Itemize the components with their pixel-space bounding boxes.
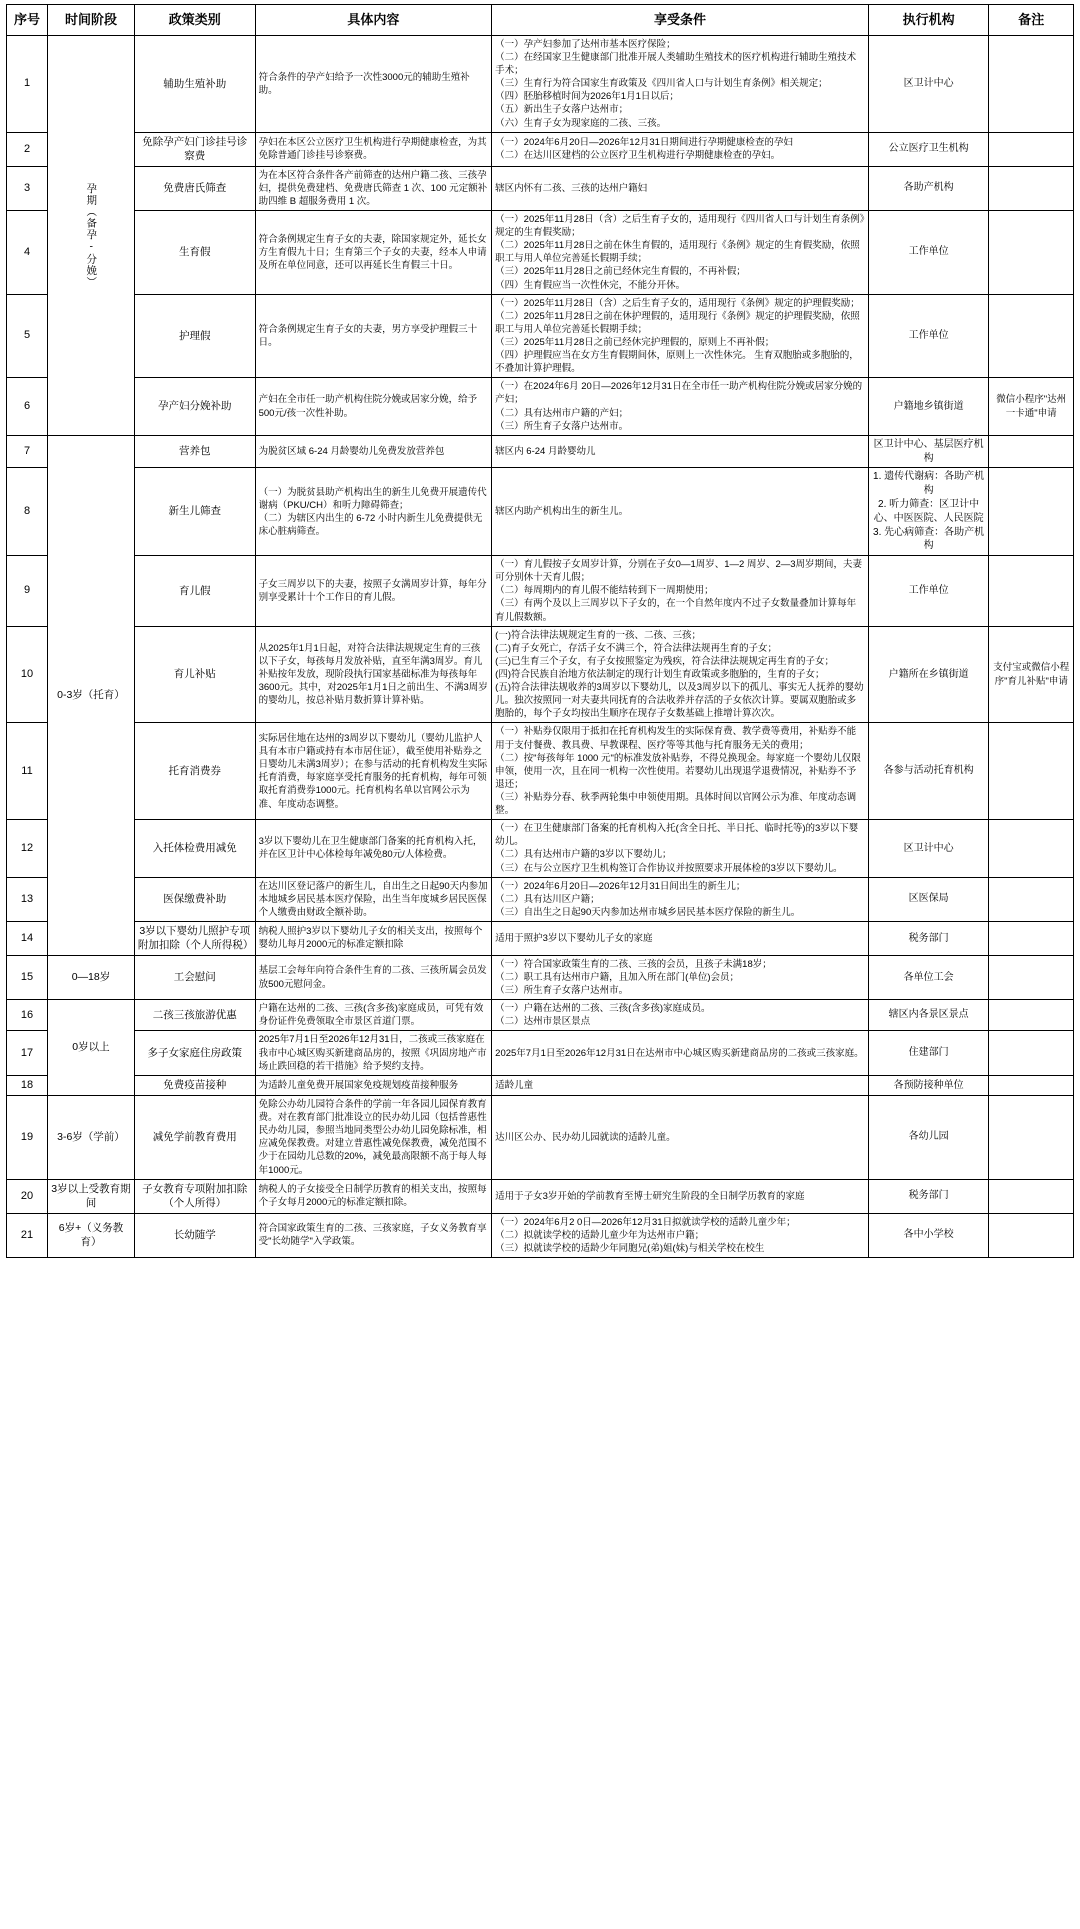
table-row <box>7 35 1074 132</box>
row-remark <box>989 820 1074 877</box>
row-condition: （一）2025年11月28日（含）之后生育子女的，适用现行《条例》规定的护理假奖励； （二）2025年11月28日之前在休护理假的，适用现行《条例》规定的护理假奖励，依照职工与用人单位完善延长假期手续； （三）2025年11月28日之前已经休完护理假的，原则上不再补假； （四）护理假应当在女方生育假期间休，原则上一次性休完。 生育双胞胎或多胞胎的，不叠加计算护理假。 <box>492 294 869 378</box>
row-remark <box>989 35 1074 132</box>
row-condition: 2025年7月1日至2026年12月31日在达州市中心城区购买新建商品房的二孩或三孩家庭。 <box>492 1031 869 1075</box>
row-org: 各预防接种单位 <box>868 1075 989 1095</box>
row-content: 纳税人的子女接受全日制学历教育的相关支出，按照每个子女每月2000元的标准定额扣除。 <box>255 1179 492 1213</box>
table-row <box>7 556 1074 627</box>
table-row <box>7 1095 1074 1179</box>
row-condition: （一）育儿假按子女周岁计算，分别在子女0—1周岁、1—2 周岁、2—3周岁期间，夫妻可分别休十天育儿假； （二）每周期内的育儿假不能结转到下一周期使用； （三）有两个及以上三周岁以下子女的，在一个自然年度内不过子女数量叠加计算每年育儿假数额。 <box>492 556 869 627</box>
row-content: 纳税人照护3岁以下婴幼儿子女的相关支出，按照每个婴幼儿每月2000元的标准定额扣除 <box>255 921 492 955</box>
col-header-org: 执行机构 <box>868 5 989 36</box>
stage-cell-age3-6: 3-6岁（学前） <box>48 1095 135 1179</box>
row-remark <box>989 723 1074 820</box>
table-row <box>7 820 1074 877</box>
row-remark <box>989 955 1074 999</box>
row-content: 孕妇在本区公立医疗卫生机构进行孕期健康检查，为其免除普通门诊挂号诊察费。 <box>255 132 492 166</box>
row-remark <box>989 1000 1074 1031</box>
row-no: 8 <box>7 468 48 556</box>
row-condition: （一）在卫生健康部门备案的托育机构入托(含全日托、半日托、临时托等)的3岁以下婴幼儿。 （二）具有达州市户籍的3岁以下婴幼儿； （三）在与公立医疗卫生机构签订合作协议并按照要求开展体检的3岁以下婴幼儿。 <box>492 820 869 877</box>
table-row <box>7 166 1074 210</box>
table-header-row <box>7 5 1074 36</box>
row-category: 长幼随学 <box>134 1213 255 1257</box>
row-org: 各参与活动托育机构 <box>868 723 989 820</box>
row-no: 4 <box>7 211 48 295</box>
row-content: 2025年7月1日至2026年12月31日，二孩或三孩家庭在我市中心城区购买新建商品房的，按照《巩固房地产市场止跌回稳的若干措施》给予契约支持。 <box>255 1031 492 1075</box>
table-row <box>7 1000 1074 1031</box>
row-condition: 辖区内 6-24 月龄婴幼儿 <box>492 435 869 468</box>
row-org: 区卫计中心 <box>868 820 989 877</box>
row-remark <box>989 1075 1074 1095</box>
table-row <box>7 1213 1074 1257</box>
row-org: 各单位工会 <box>868 955 989 999</box>
row-no: 18 <box>7 1075 48 1095</box>
row-content: 为适龄儿童免费开展国家免疫规划疫苗接种服务 <box>255 1075 492 1095</box>
table-row <box>7 877 1074 921</box>
row-condition: （一）符合国家政策生育的二孩、三孩的会员，且孩子未满18岁； （二）职工具有达州市户籍，且加入所在部门(单位)会员； （三）所生育子女落户达州市。 <box>492 955 869 999</box>
table-row <box>7 1075 1074 1095</box>
col-header-condition: 享受条件 <box>492 5 869 36</box>
row-category: 免费疫苗接种 <box>134 1075 255 1095</box>
col-header-no: 序号 <box>7 5 48 36</box>
row-org: 区卫计中心、基层医疗机构 <box>868 435 989 468</box>
row-category: 孕产妇分娩补助 <box>134 378 255 435</box>
row-remark <box>989 1213 1074 1257</box>
stage-label: 孕期（备孕-分娩） <box>85 182 98 288</box>
row-content: 为脱贫区域 6-24 月龄婴幼儿免费发放营养包 <box>255 435 492 468</box>
table-row <box>7 955 1074 999</box>
row-remark <box>989 166 1074 210</box>
stage-cell-age0-plus: 0岁以上 <box>48 1000 135 1096</box>
row-no: 12 <box>7 820 48 877</box>
row-category: 减免学前教育费用 <box>134 1095 255 1179</box>
row-org: 区医保局 <box>868 877 989 921</box>
row-no: 9 <box>7 556 48 627</box>
row-category: 3岁以下婴幼儿照护专项附加扣除（个人所得税） <box>134 921 255 955</box>
row-org: 区卫计中心 <box>868 35 989 132</box>
row-no: 20 <box>7 1179 48 1213</box>
row-org: 税务部门 <box>868 1179 989 1213</box>
row-remark: 微信小程序"达州一卡通"申请 <box>989 378 1074 435</box>
row-org: 辖区内各景区景点 <box>868 1000 989 1031</box>
row-condition: （一）2024年6月2 0日—2026年12月31日拟就读学校的适龄儿童少年； （二）拟就读学校的适龄儿童少年为达州市户籍； （三）拟就读学校的适龄少年同胞兄(弟)姐(妹)与相关学校在校生 <box>492 1213 869 1257</box>
row-category: 免费唐氏筛查 <box>134 166 255 210</box>
table-row <box>7 626 1074 723</box>
table-row <box>7 435 1074 468</box>
table-row <box>7 468 1074 556</box>
row-no: 3 <box>7 166 48 210</box>
row-org: 户籍所在乡镇街道 <box>868 626 989 723</box>
table-row <box>7 1179 1074 1213</box>
row-category: 生育假 <box>134 211 255 295</box>
row-content: 3岁以下婴幼儿在卫生健康部门备案的托育机构入托，并在区卫计中心体检每年减免80元/人体检费。 <box>255 820 492 877</box>
row-remark <box>989 1031 1074 1075</box>
row-org: 1. 遗传代谢病：各助产机构 2. 听力筛查：区卫计中心、中医医院、人民医院 3. 先心病筛查：各助产机构 <box>868 468 989 556</box>
row-category: 辅助生殖补助 <box>134 35 255 132</box>
row-content: 户籍在达州的二孩、三孩(含多孩)家庭成员，可凭有效身份证件免费领取全市景区首道门票。 <box>255 1000 492 1031</box>
row-condition: 适龄儿童 <box>492 1075 869 1095</box>
row-category: 多子女家庭住房政策 <box>134 1031 255 1075</box>
row-content: 符合条例规定生育子女的夫妻，除国家规定外，延长女方生育假九十日；生育第三个子女的夫妻，经本人申请及所在单位同意，还可以再延长生育假三十日。 <box>255 211 492 295</box>
row-category: 工会慰问 <box>134 955 255 999</box>
table-body <box>7 35 1074 1257</box>
row-condition: 适用于子女3岁开始的学前教育至博士研究生阶段的全日制学历教育的家庭 <box>492 1179 869 1213</box>
policy-table <box>6 4 1074 1258</box>
row-no: 16 <box>7 1000 48 1031</box>
row-category: 育儿假 <box>134 556 255 627</box>
row-category: 入托体检费用减免 <box>134 820 255 877</box>
row-content: （一）为脱贫县助产机构出生的新生儿免费开展遗传代谢病（PKU/CH）和听力障碍筛查； （二）为辖区内出生的 6-72 小时内新生儿免费提供无床心脏病筛查。 <box>255 468 492 556</box>
row-condition: （一）补贴券仅限用于抵扣在托育机构发生的实际保育费、教学费等费用，补贴券不能用于支付餐费、教具费、早教课程、医疗等等其他与托育服务无关的费用； （二）按"每孩每年 1000 元"的标准发放补贴券，不得兑换现金。每家庭一个婴幼儿仅限申领，使用一次，且在同一机构一次性使用。若婴幼儿出现退学退费情况，补贴券不予退还； （三）补贴券分春、秋季两轮集中申领使用期。具体时间以官网公示为准、年度动态调整。 <box>492 723 869 820</box>
row-condition: （一）2024年6月20日—2026年12月31日期间进行孕期健康检查的孕妇 （二）在达川区建档的公立医疗卫生机构进行孕期健康检查的孕妇。 <box>492 132 869 166</box>
col-header-content: 具体内容 <box>255 5 492 36</box>
row-condition: （一）在2024年6月 20日—2026年12月31日在全市任一助产机构住院分娩或居家分娩的产妇； （二）具有达州市户籍的产妇； （三）所生育子女落户达州市。 <box>492 378 869 435</box>
row-condition: (一)符合法律法规规定生育的一孩、二孩、三孩； (二)育子女死亡，存活子女不满三个，符合法律法规再生育的子女； (三)已生育三个子女，有子女按照鉴定为残疾，符合法律法规规定再生育的子女； (四)符合民族自治地方依法制定的现行计划生育政策或多胞胎的，生育的子女； (五)符合法律法规收养的3周岁以下婴幼儿，以及3周岁以下的孤儿、事实无人抚养的婴幼儿。独次按照同一对夫妻共同抚育的合法收养并存活的子女依次计算。要属双胞胎或多胞胎的，每个子女均按出生顺序在现存子女数基础上推增计算次次。 <box>492 626 869 723</box>
row-remark: 支付宝或微信小程序"育儿补贴"申请 <box>989 626 1074 723</box>
row-condition: （一）户籍在达州的二孩、三孩(含多孩)家庭成员。 （二）达州市景区景点 <box>492 1000 869 1031</box>
row-condition: 达川区公办、民办幼儿园就读的适龄儿童。 <box>492 1095 869 1179</box>
row-content: 基层工会每年向符合条件生育的二孩、三孩所属会员发放500元慰问金。 <box>255 955 492 999</box>
stage-cell-age0-3 <box>48 435 135 955</box>
table-row <box>7 921 1074 955</box>
stage-cell-age6-plus: 6岁+（义务教育） <box>48 1213 135 1257</box>
row-content: 为在本区符合条件各产前筛查的达州户籍二孩、三孩孕妇，提供免费建档、免费唐氏筛查 1 次、100 元定额补助四维 B 超服务费用 1 次。 <box>255 166 492 210</box>
row-content: 子女三周岁以下的夫妻，按照子女满周岁计算，每年分别享受累计十个工作日的育儿假。 <box>255 556 492 627</box>
row-no: 11 <box>7 723 48 820</box>
row-category: 育儿补贴 <box>134 626 255 723</box>
row-condition: 辖区内助产机构出生的新生儿。 <box>492 468 869 556</box>
row-no: 19 <box>7 1095 48 1179</box>
row-org: 住建部门 <box>868 1031 989 1075</box>
row-no: 13 <box>7 877 48 921</box>
row-no: 7 <box>7 435 48 468</box>
row-condition: （一）孕产妇参加了达州市基本医疗保险； （二）在经国家卫生健康部门批准开展人类辅助生殖技术的医疗机构进行辅助生殖技术手术； （三）生育行为符合国家生育政策及《四川省人口与计划生育条例》相关规定； （四）胚胎移植时间为2026年1月1日以后； （五）新出生子女落户达州市； （六）生育子女为现家庭的二孩、三孩。 <box>492 35 869 132</box>
row-condition: （一）2025年11月28日（含）之后生育子女的，适用现行《四川省人口与计划生育条例》规定的生育假奖励； （二）2025年11月28日之前在休生育假的，适用现行《条例》规定的生育假奖励，依照职工与用人单位完善延长假期手续； （三）2025年11月28日之前已经休完生育假的，不再补假； （四）生育假应当一次性休完，不能分开休。 <box>492 211 869 295</box>
row-category: 护理假 <box>134 294 255 378</box>
row-condition: 辖区内怀有二孩、三孩的达州户籍妇 <box>492 166 869 210</box>
row-no: 14 <box>7 921 48 955</box>
table-row <box>7 132 1074 166</box>
row-content: 符合条件的孕产妇给予一次性3000元的辅助生殖补助。 <box>255 35 492 132</box>
stage-label: 0-3岁（托育） <box>57 689 125 702</box>
row-content: 符合国家政策生育的二孩、三孩家庭，子女义务教育享受"长幼随学"入学政策。 <box>255 1213 492 1257</box>
row-org: 税务部门 <box>868 921 989 955</box>
row-no: 2 <box>7 132 48 166</box>
row-remark <box>989 1095 1074 1179</box>
row-org: 户籍地乡镇街道 <box>868 378 989 435</box>
row-condition: （一）2024年6月20日—2026年12月31日间出生的新生儿； （二）具有达川区户籍； （三）自出生之日起90天内参加达州市城乡居民基本医疗保险的新生儿。 <box>492 877 869 921</box>
row-org: 各中小学校 <box>868 1213 989 1257</box>
row-remark <box>989 132 1074 166</box>
row-remark <box>989 1179 1074 1213</box>
row-org: 各幼儿园 <box>868 1095 989 1179</box>
stage-cell-age0-18: 0—18岁 <box>48 955 135 999</box>
table-row <box>7 723 1074 820</box>
row-remark <box>989 435 1074 468</box>
col-header-stage: 时间阶段 <box>48 5 135 36</box>
row-category: 新生儿筛查 <box>134 468 255 556</box>
stage-cell-age3-edu: 3岁以上受教育期间 <box>48 1179 135 1213</box>
row-org: 各助产机构 <box>868 166 989 210</box>
row-category: 子女教育专项附加扣除（个人所得） <box>134 1179 255 1213</box>
row-no: 21 <box>7 1213 48 1257</box>
row-condition: 适用于照护3岁以下婴幼儿子女的家庭 <box>492 921 869 955</box>
row-content: 免除公办幼儿园符合条件的学前一年各园儿园保育教育费。对在教育部门批准设立的民办幼儿园（包括普惠性民办幼儿园，参照当地同类型公办幼儿园免除标准，相应减免保教费。对建立普惠性减免保教费，减免范围不少于在园幼儿总数的20%，减免最高限额不高于每人每年1000元。 <box>255 1095 492 1179</box>
row-remark <box>989 877 1074 921</box>
row-no: 6 <box>7 378 48 435</box>
row-no: 5 <box>7 294 48 378</box>
table-row <box>7 378 1074 435</box>
row-remark <box>989 211 1074 295</box>
row-category: 二孩三孩旅游优惠 <box>134 1000 255 1031</box>
row-org: 工作单位 <box>868 211 989 295</box>
col-header-remark: 备注 <box>989 5 1074 36</box>
row-org: 工作单位 <box>868 294 989 378</box>
row-content: 从2025年1月1日起，对符合法律法规规定生育的三孩以下子女，每孩每月发放补贴，直至年满3周岁。育儿补贴按年发放，现阶段执行国家基础标准为每孩每年3600元。其中，对2025年1月1日之前出生、不满3周岁的婴幼儿，按总补贴月数折算计算补贴。 <box>255 626 492 723</box>
row-category: 托育消费券 <box>134 723 255 820</box>
row-no: 1 <box>7 35 48 132</box>
row-org: 工作单位 <box>868 556 989 627</box>
row-content: 实际居住地在达州的3周岁以下婴幼儿（婴幼儿监护人具有本市户籍或持有本市居住证），截至使用补贴券之日婴幼儿未满3周岁）；在参与活动的托育机构发生实际托育消费，每家庭享受托育服务的托育机构，每年可领取托育消费券1000元。托育机构名单以官网公示为准、年度动态调整。 <box>255 723 492 820</box>
table-row <box>7 1031 1074 1075</box>
row-org: 公立医疗卫生机构 <box>868 132 989 166</box>
col-header-category: 政策类别 <box>134 5 255 36</box>
row-no: 17 <box>7 1031 48 1075</box>
row-content: 符合条例规定生育子女的夫妻，男方享受护理假三十日。 <box>255 294 492 378</box>
row-content: 产妇在全市任一助产机构住院分娩或居家分娩，给予500元/孩一次性补助。 <box>255 378 492 435</box>
row-remark <box>989 294 1074 378</box>
row-remark <box>989 921 1074 955</box>
row-category: 医保缴费补助 <box>134 877 255 921</box>
table-row <box>7 294 1074 378</box>
row-remark <box>989 556 1074 627</box>
row-remark <box>989 468 1074 556</box>
row-category: 营养包 <box>134 435 255 468</box>
table-row <box>7 211 1074 295</box>
row-category: 免除孕产妇门诊挂号诊察费 <box>134 132 255 166</box>
row-content: 在达川区登记落户的新生儿，自出生之日起90天内参加本地城乡居民基本医疗保险，出生当年度城乡居民医保个人缴费由财政全额补助。 <box>255 877 492 921</box>
stage-cell-pregnancy <box>48 35 135 435</box>
row-no: 15 <box>7 955 48 999</box>
row-no: 10 <box>7 626 48 723</box>
